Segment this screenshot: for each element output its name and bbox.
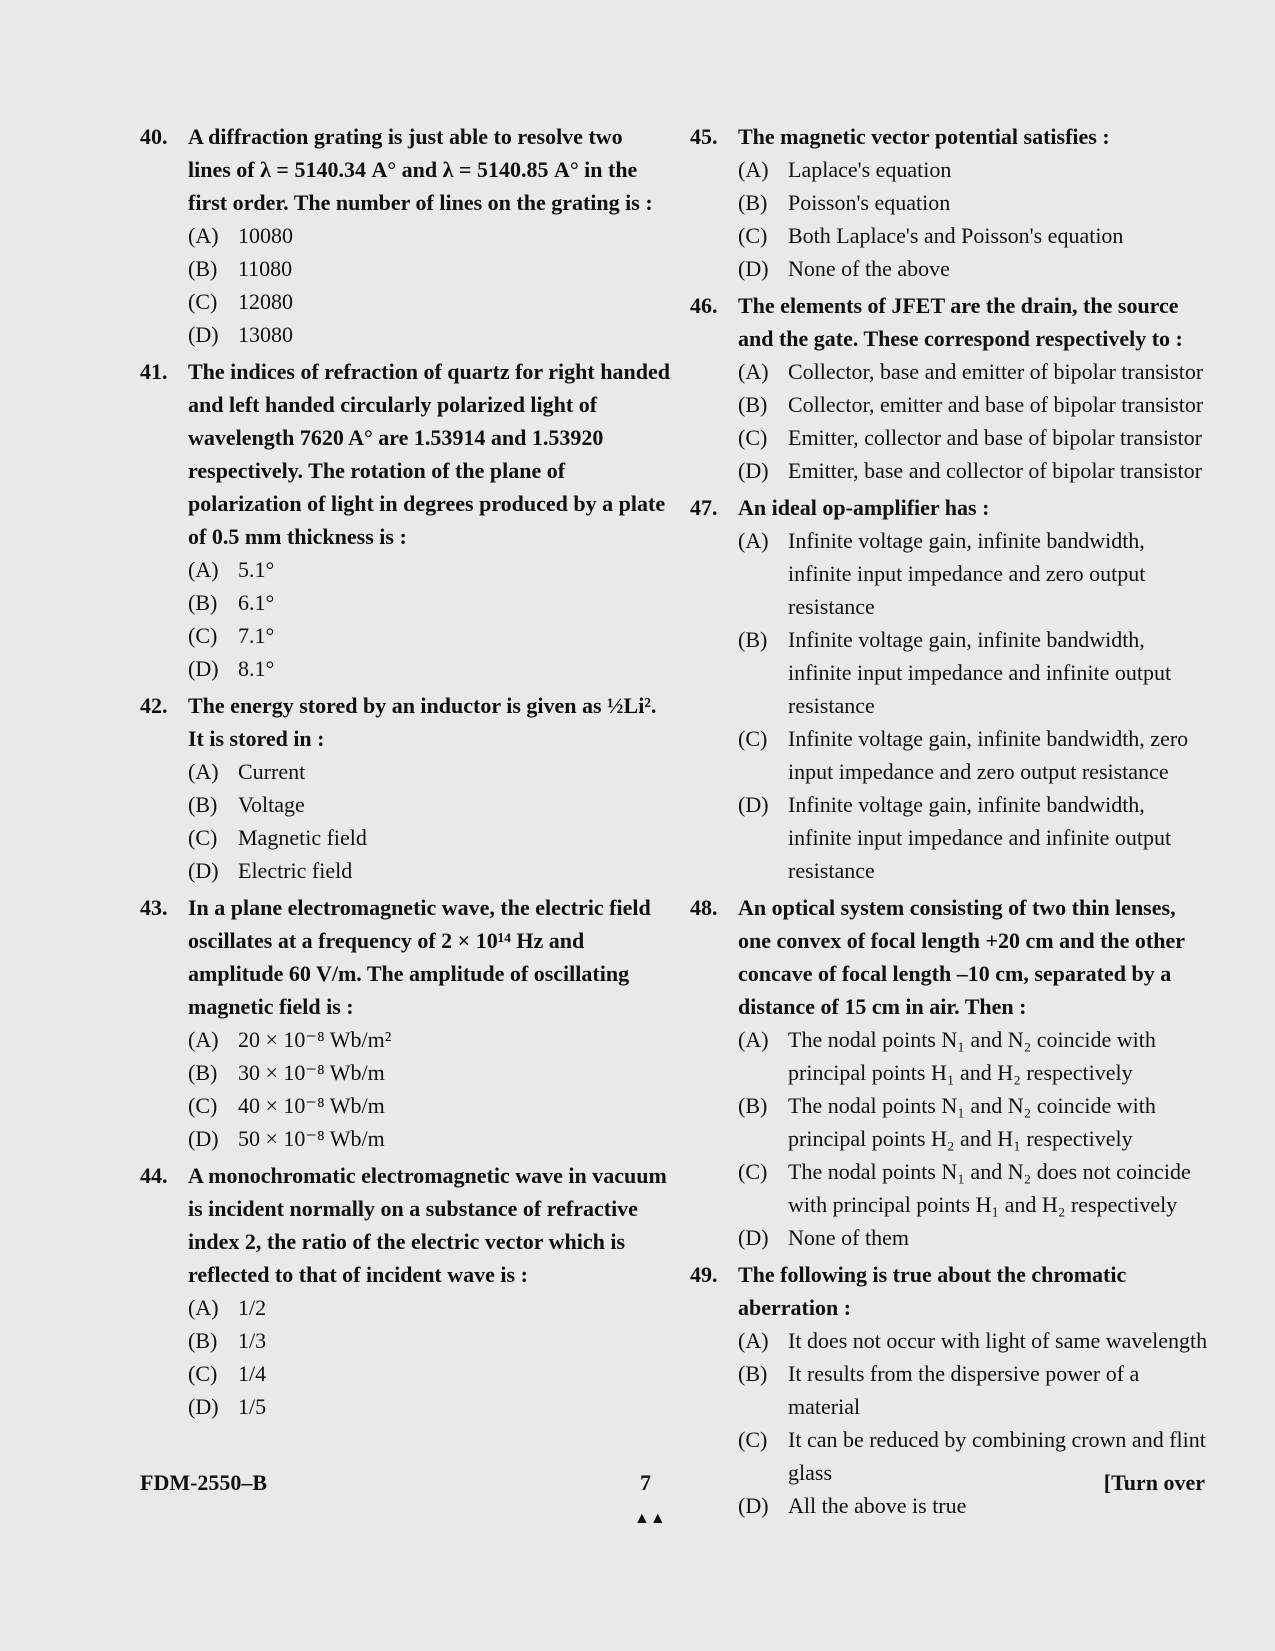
question-text: The elements of JFET are the drain, the source and the gate. These correspond respectively to : bbox=[738, 293, 1183, 351]
option-text: The nodal points N₁ and N₂ does not coincide with principal points H₁ and H₂ respectively bbox=[788, 1159, 1191, 1217]
option-letter: (C) bbox=[188, 623, 218, 648]
question-body bbox=[738, 491, 1210, 887]
option-text: The nodal points N₁ and N₂ coincide with principal points H₁ and H₂ respectively bbox=[788, 1027, 1156, 1085]
option-letter: (D) bbox=[188, 858, 219, 883]
answer-option bbox=[188, 252, 670, 285]
option-letter: (B) bbox=[738, 190, 768, 215]
option-text: 1/4 bbox=[238, 1361, 267, 1386]
answer-option bbox=[738, 1155, 1210, 1221]
option-text: 30 × 10⁻⁸ Wb/m bbox=[238, 1060, 385, 1085]
paper-code: FDM-2550–B bbox=[140, 1470, 268, 1495]
question-number: 45. bbox=[690, 124, 718, 149]
answer-option bbox=[188, 553, 670, 586]
option-letter: (A) bbox=[738, 1027, 769, 1052]
option-letter: (D) bbox=[738, 1493, 769, 1518]
question-text: The energy stored by an inductor is given as ½Li². It is stored in : bbox=[188, 693, 657, 751]
answer-option bbox=[738, 524, 1210, 623]
option-letter: (A) bbox=[188, 557, 219, 582]
question bbox=[690, 491, 1210, 887]
answer-option bbox=[188, 586, 670, 619]
answer-option bbox=[188, 1291, 670, 1324]
option-letter: (B) bbox=[738, 1093, 768, 1118]
question bbox=[140, 891, 670, 1155]
question-text: A diffraction grating is just able to resolve two lines of λ = 5140.34 A° and λ = 5140.85 A° in the first order. The number of lines on the grating is : bbox=[188, 124, 653, 215]
option-letter: (C) bbox=[738, 1159, 768, 1184]
turn-over-label: [Turn over bbox=[1103, 1470, 1205, 1495]
answer-option bbox=[188, 1357, 670, 1390]
option-text: Collector, base and emitter of bipolar transistor bbox=[788, 359, 1204, 384]
answer-option bbox=[188, 619, 670, 652]
option-letter: (B) bbox=[738, 627, 768, 652]
answer-option bbox=[188, 1390, 670, 1423]
answer-option bbox=[738, 1357, 1210, 1423]
answer-option bbox=[738, 788, 1210, 887]
option-text: Collector, emitter and base of bipolar transistor bbox=[788, 392, 1204, 417]
question-body bbox=[188, 120, 670, 351]
question bbox=[140, 1159, 670, 1423]
question-number: 42. bbox=[140, 693, 168, 718]
option-letter: (D) bbox=[188, 322, 219, 347]
question bbox=[140, 689, 670, 887]
answer-option bbox=[188, 1324, 670, 1357]
option-text: Infinite voltage gain, infinite bandwidth, infinite input impedance and infinite output resistance bbox=[788, 627, 1172, 718]
option-text: 8.1° bbox=[238, 656, 275, 681]
option-letter: (A) bbox=[188, 1295, 219, 1320]
question-number: 46. bbox=[690, 293, 718, 318]
option-text: Infinite voltage gain, infinite bandwidth, infinite input impedance and infinite output resistance bbox=[788, 792, 1172, 883]
option-text: 1/2 bbox=[238, 1295, 267, 1320]
option-text: 20 × 10⁻⁸ Wb/m² bbox=[238, 1027, 392, 1052]
answer-option bbox=[738, 1221, 1210, 1254]
question-text: An ideal op-amplifier has : bbox=[738, 495, 990, 520]
option-text: 5.1° bbox=[238, 557, 275, 582]
answer-option bbox=[188, 1023, 670, 1056]
answer-option bbox=[738, 421, 1210, 454]
answer-option bbox=[188, 788, 670, 821]
option-text: The nodal points N₁ and N₂ coincide with principal points H₂ and H₁ respectively bbox=[788, 1093, 1156, 1151]
answer-option bbox=[738, 722, 1210, 788]
option-letter: (B) bbox=[188, 792, 218, 817]
question-text: The following is true about the chromatic aberration : bbox=[738, 1262, 1127, 1320]
option-text: Infinite voltage gain, infinite bandwidth, zero input impedance and zero output resistance bbox=[788, 726, 1189, 784]
option-text: Emitter, collector and base of bipolar transistor bbox=[788, 425, 1202, 450]
option-text: Poisson's equation bbox=[788, 190, 951, 215]
question-number: 43. bbox=[140, 895, 168, 920]
question-number: 44. bbox=[140, 1163, 168, 1188]
question-body bbox=[188, 355, 670, 685]
answer-option bbox=[188, 652, 670, 685]
answer-option bbox=[738, 454, 1210, 487]
option-letter: (B) bbox=[738, 1361, 768, 1386]
answer-option bbox=[188, 755, 670, 788]
option-text: Electric field bbox=[238, 858, 353, 883]
option-letter: (A) bbox=[738, 1328, 769, 1353]
answer-option bbox=[188, 219, 670, 252]
option-letter: (A) bbox=[738, 157, 769, 182]
option-text: All the above is true bbox=[788, 1493, 967, 1518]
option-letter: (D) bbox=[738, 1225, 769, 1250]
option-letter: (C) bbox=[738, 1427, 768, 1452]
page-mark-icon: ▲▲ bbox=[634, 1510, 666, 1527]
option-letter: (C) bbox=[738, 726, 768, 751]
option-text: None of them bbox=[788, 1225, 909, 1250]
option-letter: (B) bbox=[188, 1060, 218, 1085]
question-number: 48. bbox=[690, 895, 718, 920]
option-letter: (B) bbox=[738, 392, 768, 417]
answer-option bbox=[188, 1056, 670, 1089]
option-text: 40 × 10⁻⁸ Wb/m bbox=[238, 1093, 385, 1118]
option-text: Current bbox=[238, 759, 306, 784]
answer-option bbox=[738, 1089, 1210, 1155]
option-letter: (C) bbox=[738, 223, 768, 248]
option-text: Emitter, base and collector of bipolar transistor bbox=[788, 458, 1202, 483]
option-text: It results from the dispersive power of a material bbox=[788, 1361, 1140, 1419]
answer-option bbox=[738, 388, 1210, 421]
answer-option bbox=[188, 318, 670, 351]
question-number: 41. bbox=[140, 359, 168, 384]
question bbox=[690, 120, 1210, 285]
option-text: Magnetic field bbox=[238, 825, 367, 850]
option-text: 13080 bbox=[238, 322, 293, 347]
option-letter: (D) bbox=[738, 458, 769, 483]
left-column bbox=[140, 120, 670, 1427]
question-text: An optical system consisting of two thin lenses, one convex of focal length +20 cm and the other concave of focal length –10 cm, separated by a distance of 15 cm in air. Then : bbox=[738, 895, 1185, 1019]
question-number: 49. bbox=[690, 1262, 718, 1287]
option-text: 1/3 bbox=[238, 1328, 267, 1353]
page-number: 7 bbox=[640, 1470, 651, 1495]
question-body bbox=[188, 689, 670, 887]
option-letter: (A) bbox=[188, 759, 219, 784]
option-letter: (C) bbox=[188, 1361, 218, 1386]
option-text: Voltage bbox=[238, 792, 305, 817]
question bbox=[140, 120, 670, 351]
question-text: In a plane electromagnetic wave, the electric field oscillates at a frequency of 2 × 10¹⁴ Hz and amplitude 60 V/m. The amplitude of oscillating magnetic field is : bbox=[188, 895, 651, 1019]
option-text: Infinite voltage gain, infinite bandwidth, infinite input impedance and zero output resistance bbox=[788, 528, 1146, 619]
question-text: The indices of refraction of quartz for right handed and left handed circularly polarized light of wavelength 7620 A° are 1.53914 and 1.53920 respectively. The rotation of the plane of polarization of light in degrees produced by a plate of 0.5 mm thickness is : bbox=[188, 359, 670, 549]
option-letter: (C) bbox=[188, 289, 218, 314]
option-letter: (D) bbox=[188, 1126, 219, 1151]
answer-option bbox=[188, 1122, 670, 1155]
answer-option bbox=[738, 252, 1210, 285]
question-body bbox=[738, 120, 1210, 285]
question-text: A monochromatic electromagnetic wave in vacuum is incident normally on a substance of refractive index 2, the ratio of the electric vector which is reflected to that of incident wave is : bbox=[188, 1163, 667, 1287]
option-letter: (D) bbox=[188, 656, 219, 681]
question bbox=[140, 355, 670, 685]
question-body bbox=[738, 289, 1210, 487]
question bbox=[690, 891, 1210, 1254]
answer-option bbox=[738, 153, 1210, 186]
option-letter: (C) bbox=[188, 1093, 218, 1118]
option-letter: (A) bbox=[188, 1027, 219, 1052]
answer-option bbox=[738, 186, 1210, 219]
option-text: 11080 bbox=[238, 256, 293, 281]
question-number: 47. bbox=[690, 495, 718, 520]
right-column bbox=[690, 120, 1210, 1526]
answer-option bbox=[738, 355, 1210, 388]
answer-option bbox=[188, 1089, 670, 1122]
option-text: 10080 bbox=[238, 223, 293, 248]
option-text: It can be reduced by combining crown and flint glass bbox=[788, 1427, 1206, 1485]
option-text: 12080 bbox=[238, 289, 293, 314]
option-letter: (C) bbox=[188, 825, 218, 850]
question bbox=[690, 289, 1210, 487]
answer-option bbox=[738, 1023, 1210, 1089]
option-letter: (A) bbox=[738, 528, 769, 553]
option-text: 7.1° bbox=[238, 623, 275, 648]
option-letter: (C) bbox=[738, 425, 768, 450]
option-letter: (A) bbox=[188, 223, 219, 248]
option-text: 50 × 10⁻⁸ Wb/m bbox=[238, 1126, 385, 1151]
option-letter: (B) bbox=[188, 1328, 218, 1353]
option-text: 1/5 bbox=[238, 1394, 267, 1419]
question-body bbox=[738, 891, 1210, 1254]
option-letter: (B) bbox=[188, 256, 218, 281]
option-text: Both Laplace's and Poisson's equation bbox=[788, 223, 1124, 248]
question-text: The magnetic vector potential satisfies : bbox=[738, 124, 1110, 149]
option-letter: (D) bbox=[738, 792, 769, 817]
option-text: 6.1° bbox=[238, 590, 275, 615]
answer-option bbox=[188, 854, 670, 887]
question-body bbox=[188, 891, 670, 1155]
answer-option bbox=[188, 821, 670, 854]
option-text: It does not occur with light of same wavelength bbox=[788, 1328, 1208, 1353]
option-letter: (B) bbox=[188, 590, 218, 615]
option-text: None of the above bbox=[788, 256, 950, 281]
option-letter: (D) bbox=[738, 256, 769, 281]
option-letter: (D) bbox=[188, 1394, 219, 1419]
answer-option bbox=[738, 1324, 1210, 1357]
answer-option bbox=[738, 219, 1210, 252]
question-number: 40. bbox=[140, 124, 168, 149]
question-body bbox=[188, 1159, 670, 1423]
option-text: Laplace's equation bbox=[788, 157, 952, 182]
answer-option bbox=[738, 623, 1210, 722]
answer-option bbox=[188, 285, 670, 318]
option-letter: (A) bbox=[738, 359, 769, 384]
